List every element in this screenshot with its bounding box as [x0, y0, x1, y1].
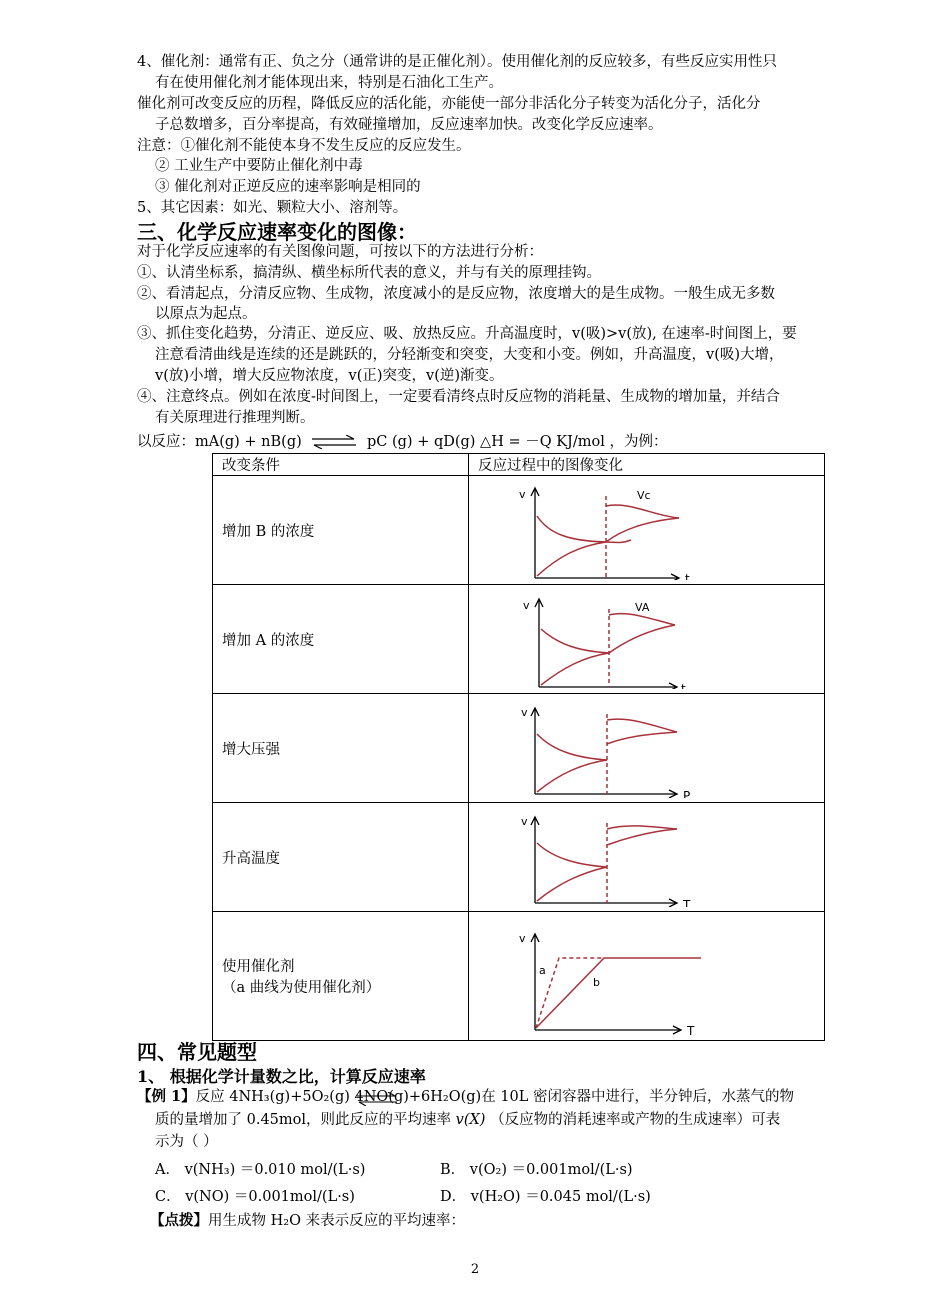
example-line [137, 1087, 794, 1107]
curve-label: Vc [637, 489, 651, 502]
curve-label: VA [635, 601, 650, 614]
text-line: 4、催化剂：通常有正、负之分（通常讲的是正催化剂）。使用催化剂的反应较多，有些反应实用性只 [137, 54, 777, 70]
condition-cell: 增加 A 的浓度 [213, 585, 469, 694]
subsection-title: 1、 根据化学计量数之比，计算反应速率 [137, 1067, 426, 1086]
axis-x-label: t [681, 682, 686, 689]
example-text: 质的量增加了 0.45mol，则此反应的平均速率 [155, 1112, 452, 1128]
axis-x-label: t [685, 572, 690, 580]
reaction-line [137, 432, 667, 452]
axis-v-label: v [519, 488, 526, 501]
section-title: 四、常见题型 [137, 1040, 257, 1064]
curve-b-label: b [593, 976, 601, 989]
axis-v-label: v [521, 815, 528, 828]
rate-graph [469, 803, 815, 907]
condition-cell: 升高温度 [213, 803, 469, 912]
axis-x-label: T [683, 898, 691, 907]
graph-cell [469, 803, 825, 912]
text-line: 注意：①催化剂不能使本身不发生反应的反应发生。 [137, 138, 471, 154]
condition-cell: 增大压强 [213, 694, 469, 803]
text-line: ② 工业生产中要防止催化剂中毒 [155, 158, 363, 174]
text-line: ③、抓住变化趋势，分清正、逆反应、吸、放热反应。升高温度时，v(吸)>v(放), 在速率-时间图上，要 [137, 326, 797, 342]
axis-v-label: v [519, 932, 526, 945]
axis-v-label: v [523, 599, 530, 612]
text-line: v(放)小增，增大反应物浓度，v(正)突变，v(逆)渐变。 [155, 368, 504, 384]
axis-v-label: v [521, 706, 528, 719]
option-d: D． v(H₂O) ＝0.045 mol/(L·s) [440, 1189, 651, 1205]
graph-cell [469, 585, 825, 694]
example-line: 示为（ ） [155, 1134, 218, 1150]
hint-label: 【点拨】 [150, 1212, 208, 1229]
axis-x-label: T [687, 1024, 695, 1036]
example-text: 反应 4NH₃(g)+5O₂(g) 4NO(g)+6H₂O(g)在 10L 密闭容器中进行，半分钟后，水蒸气的物 [195, 1089, 795, 1105]
graph-cell [469, 694, 825, 803]
text-line: 注意看清曲线是连续的还是跳跃的，分轻渐变和突变，大变和小变。例如，升高温度，v(吸)大增， [155, 347, 784, 363]
hint-line [150, 1211, 465, 1231]
curve-a-label: a [539, 964, 546, 977]
equilibrium-arrow-icon [355, 1092, 399, 1106]
text-line: 以原点为起点。 [155, 306, 257, 322]
text-line: 子总数增多，百分率提高，有效碰撞增加，反应速率加快。改变化学反应速率。 [155, 117, 663, 133]
option-b: B． v(O₂) ＝0.001mol/(L·s) [440, 1162, 633, 1178]
velocity-symbol: v(X) [455, 1112, 486, 1128]
text-line: ③ 催化剂对正逆反应的速率影响是相同的 [155, 179, 421, 195]
text-line: 催化剂可改变反应的历程，降低反应的活化能，亦能使一部分非活化分子转变为活化分子，活化分 [137, 96, 761, 112]
text-line: ④、注意终点。例如在浓度-时间图上，一定要看清终点时反应物的消耗量、生成物的增加量，并结合 [137, 389, 780, 405]
equilibrium-arrow-icon [310, 435, 358, 449]
text-line: ②、看清起点，分清反应物、生成物，浓度减小的是反应物，浓度增大的是生成物。一般生成无多数 [137, 286, 775, 302]
catalyst-condition: 使用催化剂 [222, 959, 295, 975]
rate-graph [469, 585, 815, 689]
graph-cell [469, 912, 825, 1041]
catalyst-note: （a 曲线为使用催化剂） [222, 980, 381, 996]
condition-cell [213, 912, 469, 1041]
example-text: （反应物的消耗速率或产物的生成速率）可表 [490, 1112, 781, 1128]
rate-graph [469, 694, 815, 798]
header-condition: 改变条件 [213, 454, 469, 476]
text-line: 对于化学反应速率的有关图像问题，可按以下的方法进行分析： [137, 244, 543, 260]
graph-cell [469, 476, 825, 585]
reaction-prefix: 以反应：mA(g) + nB(g) [137, 434, 302, 450]
text-line: 有关原理进行推理判断。 [155, 410, 315, 426]
example-line [155, 1110, 780, 1130]
header-graph: 反应过程中的图像变化 [469, 454, 825, 476]
condition-table [212, 453, 825, 1041]
axis-x-label: P [683, 789, 691, 798]
rate-graph [469, 476, 815, 580]
text-line: 有在使用催化剂才能体现出来，特别是石油化工生产。 [155, 75, 503, 91]
catalyst-graph [469, 912, 815, 1036]
option-c: C． v(NO) ＝0.001mol/(L·s) [155, 1189, 355, 1205]
option-a: A． v(NH₃) ＝0.010 mol/(L·s) [155, 1162, 366, 1178]
text-line: 5、其它因素：如光、颗粒大小、溶剂等。 [137, 200, 408, 216]
section-title: 三、化学反应速率变化的图像： [137, 220, 417, 244]
text-line: ①、认清坐标系，搞清纵、横坐标所代表的意义，并与有关的原理挂钩。 [137, 265, 601, 281]
hint-text: 用生成物 H₂O 来表示反应的平均速率： [208, 1213, 466, 1229]
condition-cell: 增加 B 的浓度 [213, 476, 469, 585]
example-label: 【例 1】 [137, 1088, 196, 1105]
page-number: 2 [470, 1262, 480, 1277]
reaction-suffix: pC (g) + qD(g) △H = －Q KJ/mol ，为例： [367, 434, 668, 450]
